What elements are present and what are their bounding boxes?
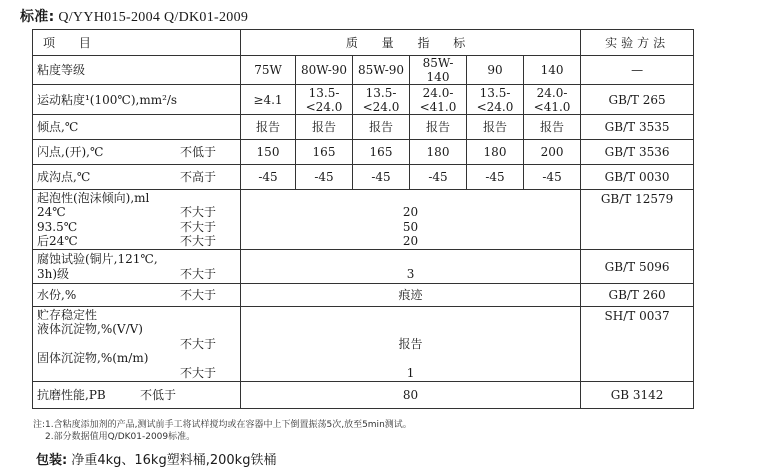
pour-value: 报告 — [410, 115, 467, 140]
wear-limit: 不低于 — [139, 388, 176, 402]
viscosity-value: 13.5- <24.0 — [353, 85, 410, 115]
flash-value: 165 — [353, 140, 410, 165]
wear-label-cell — [33, 382, 241, 409]
water-method: GB/T 260 — [581, 284, 694, 307]
storage-solid-label: 固体沉淀物,%(m/m) — [37, 351, 149, 366]
flash-value: 180 — [467, 140, 524, 165]
flash-limit: 不低于 — [179, 145, 216, 159]
viscosity-label: 运动粘度¹(100℃),mm²/s — [33, 85, 241, 115]
viscosity-value: ≥4.1 — [241, 85, 296, 115]
viscosity-value: 13.5- <24.0 — [467, 85, 524, 115]
flash-label-cell — [33, 140, 241, 165]
foam-label-cell — [33, 190, 241, 250]
wear-label: 抗磨性能,PB — [37, 388, 106, 402]
channel-value: -45 — [467, 165, 524, 190]
flash-method: GB/T 3536 — [581, 140, 694, 165]
storage-label: 贮存稳定性 — [37, 307, 98, 322]
corrosion-label: 腐蚀试验(铜片,121℃, — [37, 252, 158, 266]
grade-value: 80W-90 — [296, 56, 353, 85]
grade-value: 90 — [467, 56, 524, 85]
channel-value: -45 — [353, 165, 410, 190]
notes — [33, 419, 412, 443]
foam-method: GB/T 12579 — [581, 190, 694, 250]
foam-value: 20 — [402, 205, 419, 219]
row-corrosion — [33, 250, 694, 284]
storage-liquid-limit: 不大于 — [179, 336, 216, 351]
channel-value: -45 — [410, 165, 467, 190]
viscosity-value: 13.5- <24.0 — [296, 85, 353, 115]
water-value: 痕迹 — [241, 284, 581, 307]
viscosity-method: GB/T 265 — [581, 85, 694, 115]
channel-label-cell — [33, 165, 241, 190]
corrosion-method: GB/T 5096 — [581, 250, 694, 284]
flash-value: 200 — [524, 140, 581, 165]
row-channel — [33, 165, 694, 190]
pour-value: 报告 — [524, 115, 581, 140]
row-water — [33, 284, 694, 307]
storage-method: SH/T 0037 — [581, 307, 694, 382]
foam-limit: 不大于 — [179, 205, 216, 219]
note-line-2: 2.部分数据值用Q/DK01-2009标准。 — [45, 432, 196, 442]
foam-values — [241, 190, 581, 250]
header-spec: 质 量 指 标 — [241, 30, 581, 56]
packaging-line — [36, 449, 276, 468]
flash-value: 180 — [410, 140, 467, 165]
foam-limit: 不大于 — [179, 219, 216, 234]
storage-liquid-label: 液体沉淀物,%(V/V) — [37, 322, 143, 337]
flash-label: 闪点,(开),℃ — [37, 145, 104, 159]
grade-value: 85W-90 — [353, 56, 410, 85]
packaging-text: 净重4kg、16kg塑料桶,200kg铁桶 — [71, 453, 277, 468]
viscosity-value: 24.0- <41.0 — [410, 85, 467, 115]
channel-method: GB/T 0030 — [581, 165, 694, 190]
water-limit: 不大于 — [179, 288, 216, 302]
grade-method: — — [581, 56, 694, 85]
row-pour — [33, 115, 694, 140]
note-line-1: 注:1.含粘度添加剂的产品,测试前手工将试样搅均或在容器中上下倒置振荡5次,放至5min测试。 — [33, 420, 412, 430]
grade-value: 85W-140 — [410, 56, 467, 85]
flash-value: 150 — [241, 140, 296, 165]
foam-temp: 93.5℃ — [37, 219, 78, 234]
header-item: 项 目 — [33, 30, 241, 56]
standard-line — [20, 6, 248, 26]
channel-value: -45 — [296, 165, 353, 190]
foam-value: 20 — [402, 234, 419, 248]
corrosion-label-2: 3h)级 — [37, 266, 70, 281]
row-grade — [33, 56, 694, 85]
foam-temp: 后24℃ — [37, 234, 78, 248]
standard-codes: Q/YYH015-2004 Q/DK01-2009 — [58, 10, 249, 25]
storage-values — [241, 307, 581, 382]
foam-label: 起泡性(泡沫倾向),ml — [37, 190, 150, 205]
pour-value: 报告 — [296, 115, 353, 140]
row-flash — [33, 140, 694, 165]
channel-value: -45 — [524, 165, 581, 190]
corrosion-label-cell — [33, 250, 241, 284]
pour-value: 报告 — [467, 115, 524, 140]
grade-value: 75W — [241, 56, 296, 85]
storage-solid-limit: 不大于 — [179, 365, 216, 380]
channel-value: -45 — [241, 165, 296, 190]
header-row — [33, 30, 694, 56]
water-label-cell — [33, 284, 241, 307]
foam-value: 50 — [402, 219, 419, 234]
foam-temp: 24℃ — [37, 205, 66, 219]
channel-limit: 不高于 — [179, 170, 216, 184]
corrosion-value: 3 — [241, 250, 581, 284]
grade-label: 粘度等级 — [33, 56, 241, 85]
corrosion-limit: 不大于 — [179, 266, 216, 281]
row-viscosity — [33, 85, 694, 115]
header-method: 实验方法 — [581, 30, 694, 56]
flash-value: 165 — [296, 140, 353, 165]
row-wear — [33, 382, 694, 409]
wear-value: 80 — [241, 382, 581, 409]
wear-method: GB 3142 — [581, 382, 694, 409]
pour-value: 报告 — [353, 115, 410, 140]
storage-liquid-value: 报告 — [398, 336, 423, 351]
foam-limit: 不大于 — [179, 234, 216, 248]
grade-value: 140 — [524, 56, 581, 85]
row-foam — [33, 190, 694, 250]
standard-label: 标准: — [20, 9, 55, 25]
channel-label: 成沟点,℃ — [37, 170, 91, 184]
viscosity-value: 24.0- <41.0 — [524, 85, 581, 115]
row-storage — [33, 307, 694, 382]
storage-solid-value: 1 — [406, 365, 415, 380]
spec-table — [32, 29, 694, 409]
storage-label-cell — [33, 307, 241, 382]
pour-method: GB/T 3535 — [581, 115, 694, 140]
pour-label: 倾点,℃ — [33, 115, 241, 140]
water-label: 水份,% — [37, 288, 77, 302]
packaging-label: 包装: — [36, 453, 68, 468]
pour-value: 报告 — [241, 115, 296, 140]
